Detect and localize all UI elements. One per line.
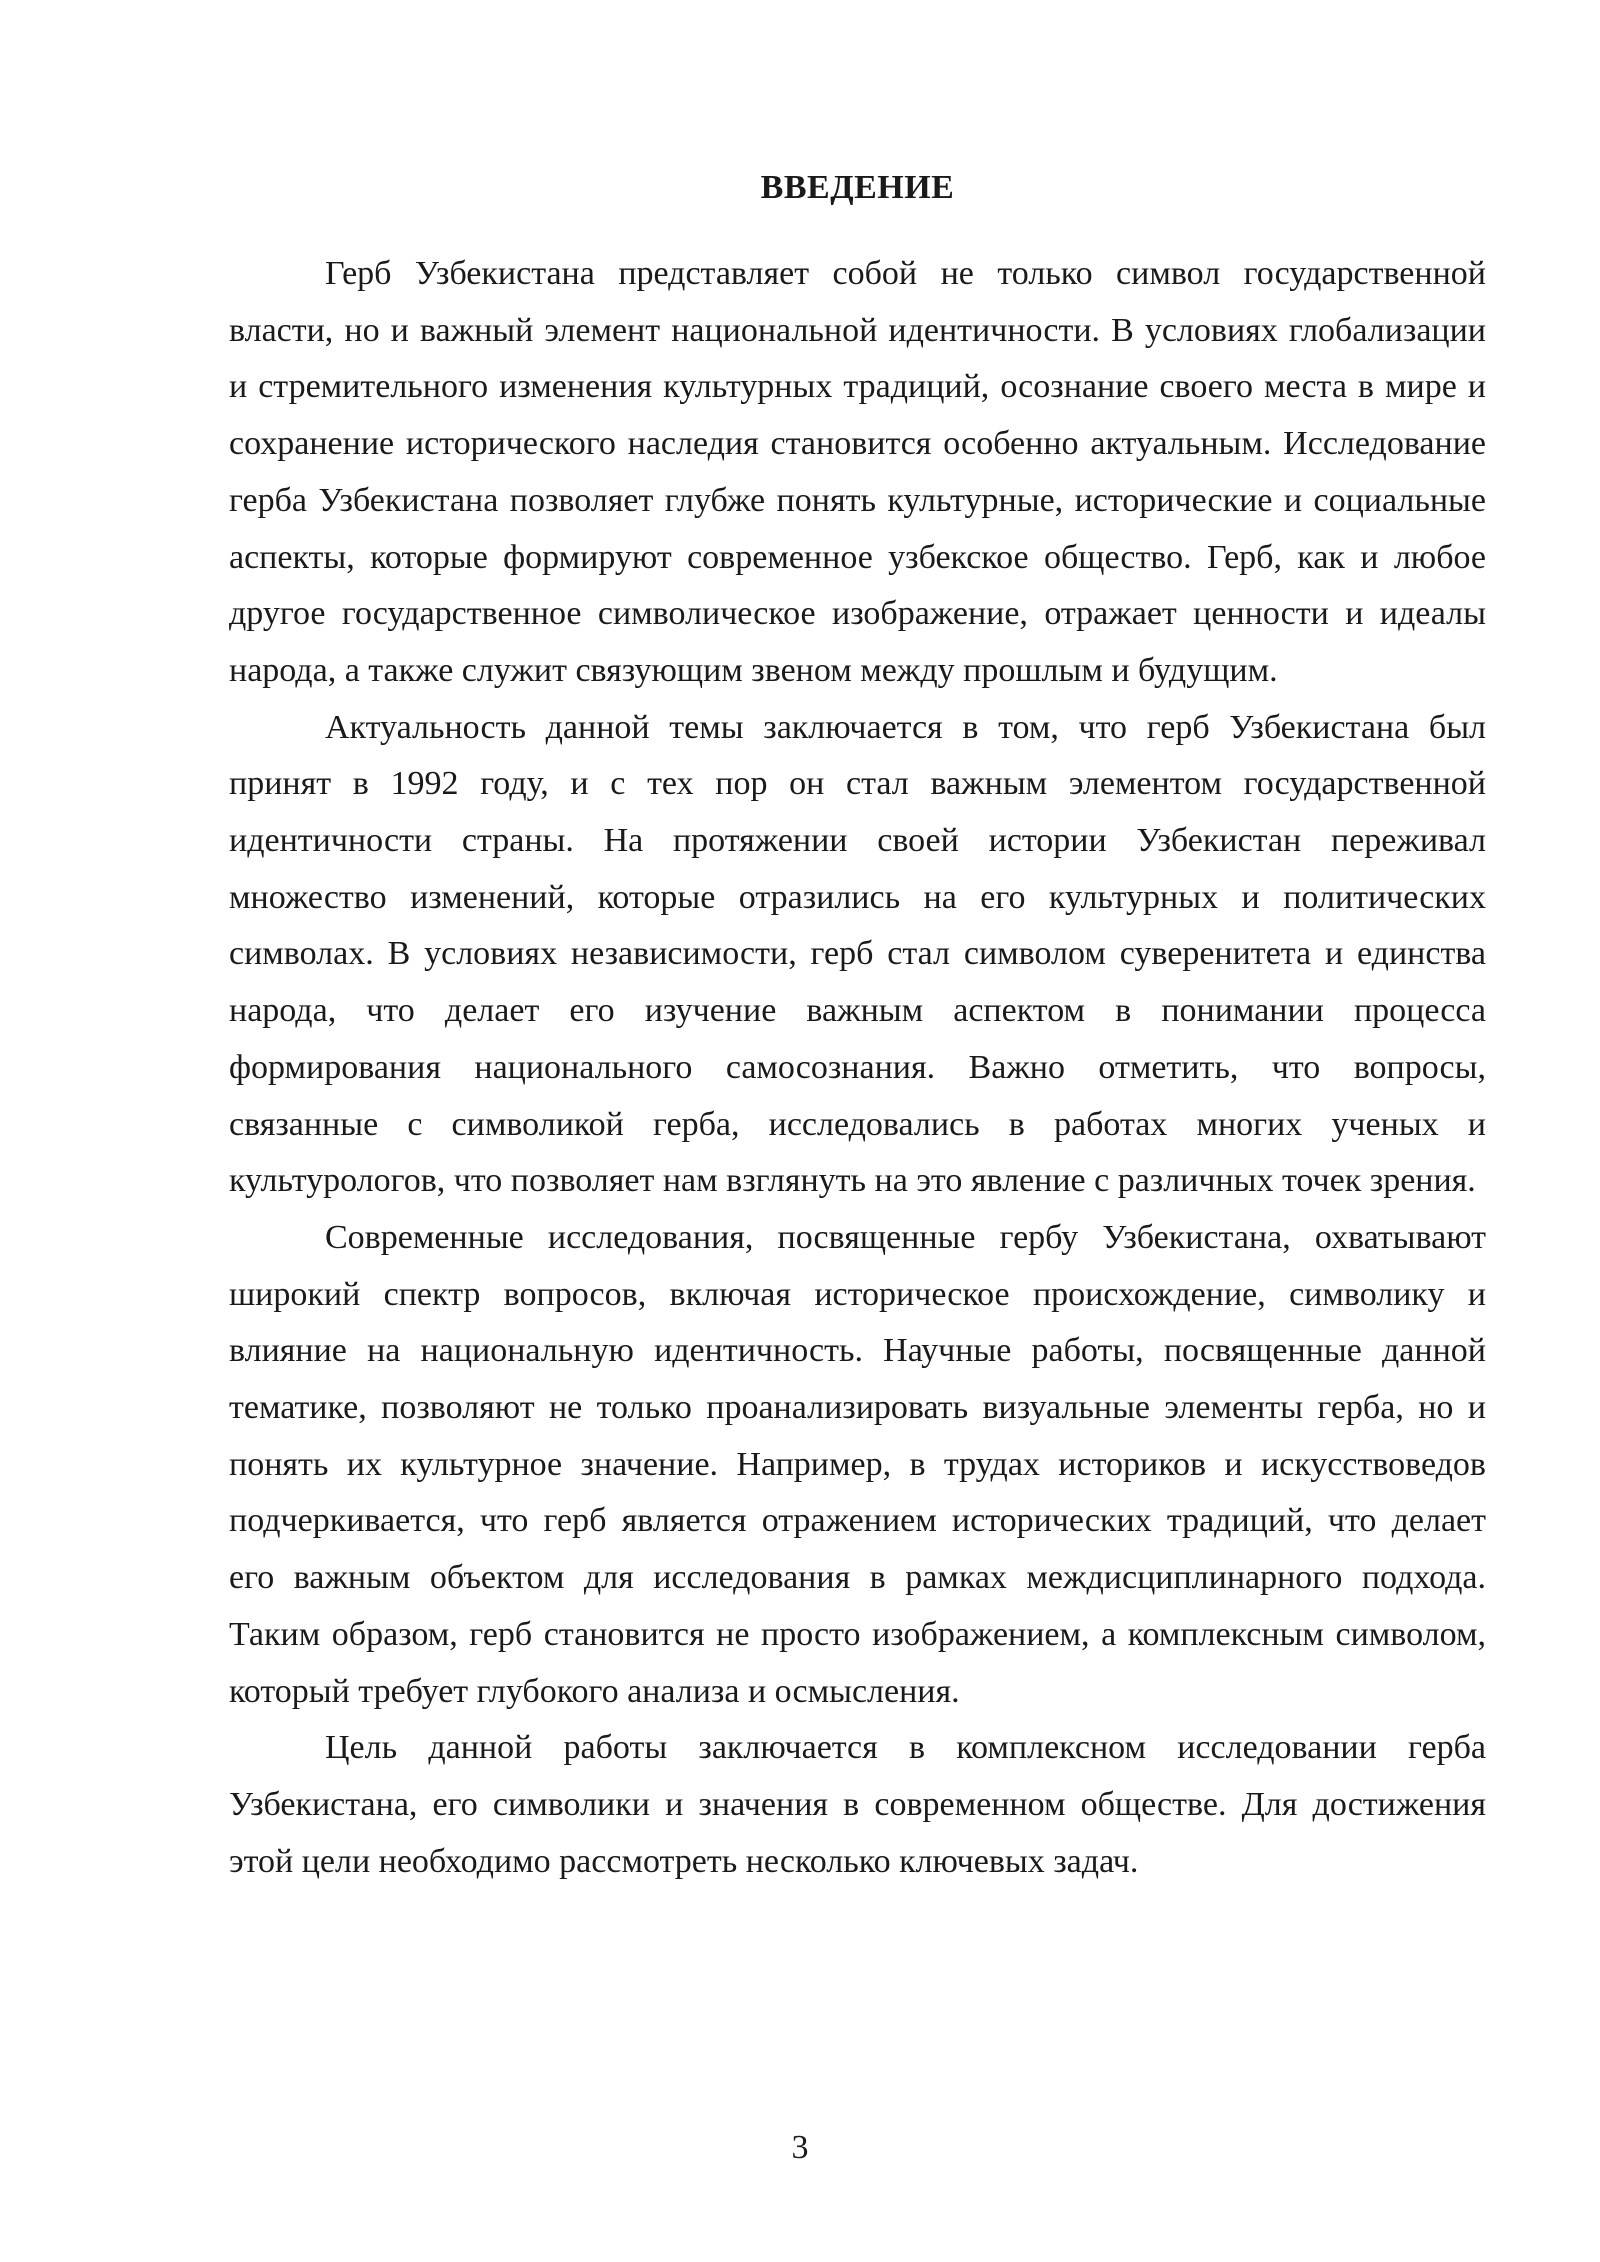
page-number: 3 — [791, 2129, 809, 2166]
paragraph-goal: Цель данной работы заключается в комплексном исследовании герба Узбекистана, его символики и значения в современном обществе. Для достижения этой цели необходимо рассмотреть несколько ключевых задач. — [229, 1729, 1486, 1880]
page-content — [229, 160, 1486, 1890]
section-title: ВВЕДЕНИЕ — [760, 169, 955, 206]
paragraph-intro: Герб Узбекистана представляет собой не только символ государственной власти, но и важный элемент национальной идентичности. В условиях глобализации и стремительного изменения культурных традиций, осознание своего места в мире и сохранение исторического наследия становится особенно актуальным. Исследование герба Узбекистана позволяет глубже понять культурные, исторические и социальные аспекты, которые формируют современное узбекское общество. Герб, как и любое другое государственное символическое изображение, отражает ценности и идеалы народа, а также служит связующим звеном между прошлым и будущим. — [229, 255, 1486, 689]
paragraph-relevance: Актуальность данной темы заключается в том, что герб Узбекистана был принят в 1992 году, и с тех пор он стал важным элементом государственной идентичности страны. На протяжении своей истории Узбекистан переживал множество изменений, которые отразились на его культурных и политических символах. В условиях независимости, герб стал символом суверенитета и единства народа, что делает его изучение важным аспектом в понимании процесса формирования национального самосознания. Важно отметить, что вопросы, связанные с символикой герба, исследовались в работах многих ученых и культурологов, что позволяет нам взглянуть на это явление с различных точек зрения. — [229, 708, 1486, 1200]
paragraph-research: Современные исследования, посвященные гербу Узбекистана, охватывают широкий спектр вопросов, включая историческое происхождение, символику и влияние на национальную идентичность. Научные работы, посвященные данной тематике, позволяют не только проанализировать визуальные элементы герба, но и понять их культурное значение. Например, в трудах историков и искусствоведов подчеркивается, что герб является отражением исторических традиций, что делает его важным объектом для исследования в рамках междисциплинарного подхода. Таким образом, герб становится не просто изображением, а комплексным символом, который требует глубокого анализа и осмысления. — [229, 1218, 1486, 1710]
